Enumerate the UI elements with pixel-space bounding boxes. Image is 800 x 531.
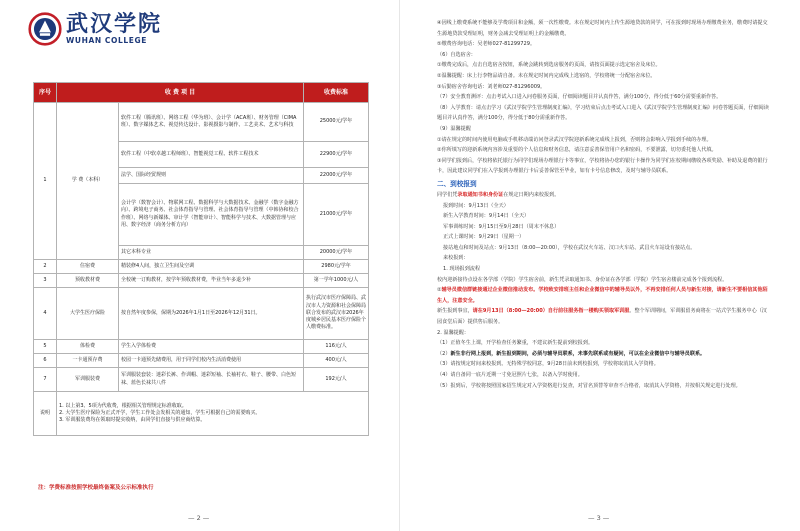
fee-cell: 2980元/学年: [304, 260, 369, 274]
college-name-en: WUHAN COLLEGE: [66, 36, 147, 45]
item-cell: 学 费（本科）: [57, 103, 119, 260]
seq-cell: 7: [34, 368, 57, 392]
item-cell: 体检费: [57, 340, 119, 354]
table-row: [34, 340, 369, 354]
right-page-text: [423, 18, 771, 391]
paragraph: （8）入学教育：请点击学习《武汉学院学生管理制度汇编》，学习结束后点击考试入口进入《武汉学院学生管理制度汇编》问卷答题页面，仔细阅读题目并认真作答，满分100分，得分低于80分需重新作答。: [437, 104, 769, 122]
paragraph: （9）温馨提醒: [437, 125, 471, 132]
fee-cell: 20000元/学年: [304, 246, 369, 260]
desc-cell: 校园一卡通预先储费用，用于同学们校内生活消费使用: [119, 354, 304, 368]
paragraph: 正式上课时间：9月29日（星期一）: [443, 234, 525, 241]
paragraph: （4）请自备同一底片近期一寸免冠照片七张，以备入学时使用。: [437, 372, 583, 378]
desc-cell: 软件工程（中软卓越工程师班）、智能视觉工程、软件工程技术: [119, 142, 304, 168]
section-heading: 二、到校报到: [437, 179, 477, 188]
paragraph: ②你所填写的迎新系统内容涉及重要的个人信息和财务信息，请注意妥善保管用户名和密码，不要泄露，切勿委托他人代填。: [437, 147, 717, 154]
item-cell: 一卡通预存费: [57, 354, 119, 368]
paragraph: ②辅导员微信群链接通过企业微信推动发布。学校致安排班主任和企业微信中的辅导员以外，不再安排任何人员与新生对接，请新生不要相信其他陌生人，注意安全。: [437, 287, 768, 304]
seq-cell: 4: [34, 288, 57, 340]
notes-row: [34, 392, 369, 436]
fee-cell: 21000元/学年: [304, 184, 369, 246]
college-name-cn: 武汉学院: [66, 11, 163, 37]
paragraph: ①请在规定的时间内使用电脑或手机移动端访问登录武汉学院迎新系统完成线上报到，否则将会影响入学报到手续的办理。: [437, 136, 712, 143]
paragraph: （7）安全教育测评：点击考试入口进入问卷服务页面，仔细阅读题目并认真作答，满分100分，得分低于60分需要重新作答。: [437, 94, 722, 101]
fee-cell: 22900元/学年: [304, 142, 369, 168]
fee-table-header: [34, 83, 369, 103]
item-cell: 预收教材费: [57, 274, 119, 288]
note-item: 2. 大学生医疗保险为正式开学，学生工作处会发相关的通知，学生可根据自己的需要购买。: [59, 409, 261, 416]
paragraph: 新生报到事宜，请在9月13日（8:00—20:00）自行前往服务指一楼购买领取军训服。整个军训期间，军训服留务商将在一站式学生服务中心（汉园食堂后面）提供售后服务。: [437, 308, 767, 326]
paragraph: （1）正值冬生上课，开学检查任务繁重，不建议新生提前到校报到。: [437, 340, 594, 347]
notes-cell: [57, 392, 369, 436]
table-row: [34, 368, 369, 392]
fee-table: [33, 82, 369, 436]
item-cell: 军训服装费: [57, 368, 119, 392]
paragraph: （3）请按规定时间来校报到。无特殊学校同意，9月28日前未到校报到，学校将取消其入学资格。: [437, 361, 659, 368]
seq-cell: 3: [34, 274, 57, 288]
fee-cell: 22000元/学年: [304, 168, 369, 184]
paragraph: 2. 温馨提醒：: [437, 329, 469, 336]
paragraph: ①缴费完成后，点击自选宿舍按钮，系统会跳转到选房服务的页面，请按页面提示选定宿舍及床位。: [437, 62, 661, 69]
paragraph: ②温馨提醒：床上行李物品请自备。未在规定时间内完成线上选宿的，学校将统一分配宿舍床位。: [437, 72, 656, 79]
note-item: 1. 以上第3、5项为代收费，根据相关管理规定标准收取。: [59, 402, 187, 409]
paragraph: 新生入学教育时间：9月14日（全天）: [443, 213, 530, 220]
seq-cell: 5: [34, 340, 57, 354]
paragraph: 同学们凭录取通知书和身份证在规定日期内来校报到。: [437, 191, 560, 198]
paragraph: 军事训练时间：9月15日至9月28日（周末不休息）: [443, 223, 560, 230]
item-cell: 住宿费: [57, 260, 119, 274]
table-row: [34, 354, 369, 368]
desc-cell: 全校统一订购教材，按学年预收教材费，毕业当年多退少补: [119, 274, 304, 288]
paragraph: 接站地点和时间及站点：9月13日（8:00—20:00），学校在武汉火车站、汉口火车站、武昌火车站设有接站点。: [443, 244, 696, 251]
desc-cell: 按自然年度参保，保期为2026年1月1日至2026年12月31日。: [119, 288, 304, 340]
seq-cell: 6: [34, 354, 57, 368]
paragraph: ③后勤宿舍咨询电话：刘老师027-81296009。: [437, 83, 546, 90]
desc-cell: 精装修4人间，独立卫生间及空调: [119, 260, 304, 274]
fee-cell: 116元/人: [304, 340, 369, 354]
paragraph: ⑤缴费咨询电话：吴老师027-81299729。: [437, 41, 536, 48]
seq-cell: 2: [34, 260, 57, 274]
table-row: [34, 103, 369, 142]
fee-cell: 25000元/学年: [304, 103, 369, 142]
fee-cell: 执行武汉市医疗保障局、武汉市人力资源和社会保障局联合发布的武汉市2026年度城乡居民基本医疗保险个人缴费标准。: [304, 288, 369, 340]
paragraph: ④因线上缴费系统不能够及学费项目和金额，须一次性缴费。未在规定时间内上传生源地贷款的同学，可在报到时现场办理缴费业务，缴费时请提交生源地贷款受理证明，财务会减去受理证明上的金额缴费。: [437, 20, 768, 37]
table-row: [34, 288, 369, 340]
note-item: 3. 军训服装费均在领取时提实收纳，由同学们直接与供应商结算。: [59, 417, 206, 424]
desc-cell: 其它本科专业: [119, 246, 304, 260]
desc-cell: 法学、国际经贸规则: [119, 168, 304, 184]
item-cell: 大学生医疗保险: [57, 288, 119, 340]
paragraph: （5）报到后，学校将按照国家招生规定对入学资格进行复查，对冒名顶替等审查不合格者，取消其入学资格，并按相关规定进行处理。: [437, 382, 741, 389]
college-logo: [28, 12, 162, 46]
college-emblem-icon: [28, 12, 62, 46]
page-number-left: — 2 —: [188, 514, 210, 522]
header-seq: 序号: [34, 83, 57, 103]
notes-label: 说明: [34, 392, 57, 436]
paragraph: ③同学们报到后，学校将依托银行为同学们现场办理银行卡等事宜，学校将协办您的银行卡操作为同学们在校期间缴收各项奖励、补助及退费的银行卡，因此建议同学们在入学报到办理银行卡后妥善保管至毕业，如有卡号信息修改，及时与辅导员联系。: [437, 157, 768, 175]
table-row: [34, 274, 369, 288]
paragraph: 来校报到：: [443, 255, 469, 262]
desc-cell: 软件工程（腾讯班）、网络工程（华为班）、会计学（ACA班）、财务管理（CIMA班）、数字媒体艺术、视觉传达设计、影视摄影与制作、工艺美术、艺术与科技: [119, 103, 304, 142]
paragraph: （2）新生非行网上报到，新生报到期间，必须与辅导员联系，未事先联系或有疑问，可以在企业微信中与辅导员联系。: [437, 350, 706, 357]
desc-cell: 会计学（数智会计）、物联网工程、数据科学与大数据技术、金融学（数字金融方向）、跨境电子商务、社会体育指导与管理、社会体育指导与管理（中韩协和校合作班）、网络与新媒体、审计学（智能审计）、智能科学与技术、大数据管理与应用、数字经济（商务分析方向）: [119, 184, 304, 246]
paragraph: 1. 现场报到流程: [443, 266, 481, 273]
header-item: 收 费 项 目: [57, 83, 304, 103]
seq-cell: 1: [34, 103, 57, 260]
fee-cell: 400元/人: [304, 354, 369, 368]
desc-cell: 军训服装套装：迷彩长裤、作训帽、迷彩短袖、长袖衬衣、鞋子、腰带、白色短袜、蓝色长袜共八件: [119, 368, 304, 392]
paragraph: 报到时间：9月13日（全天）: [443, 202, 509, 209]
paragraph: 校内迎新接待点设在各学部（学院）学生宿舍前，新生凭录取通知书、身份证在各学部（学院）学生宿舍楼前完成各个报到流程。: [437, 276, 728, 283]
fee-cell: 第一学年1000元/人: [304, 274, 369, 288]
fee-cell: 192元/人: [304, 368, 369, 392]
right-page: [400, 0, 800, 531]
paragraph: （6）自选宿舍：: [437, 51, 476, 58]
page-number-right: — 3 —: [588, 514, 610, 522]
desc-cell: 学生入学体检费: [119, 340, 304, 354]
fee-footnote: 注：学费标准按照学校最终备案及公示标准执行: [38, 485, 154, 491]
header-fee: 收费标准: [304, 83, 369, 103]
table-row: [34, 260, 369, 274]
